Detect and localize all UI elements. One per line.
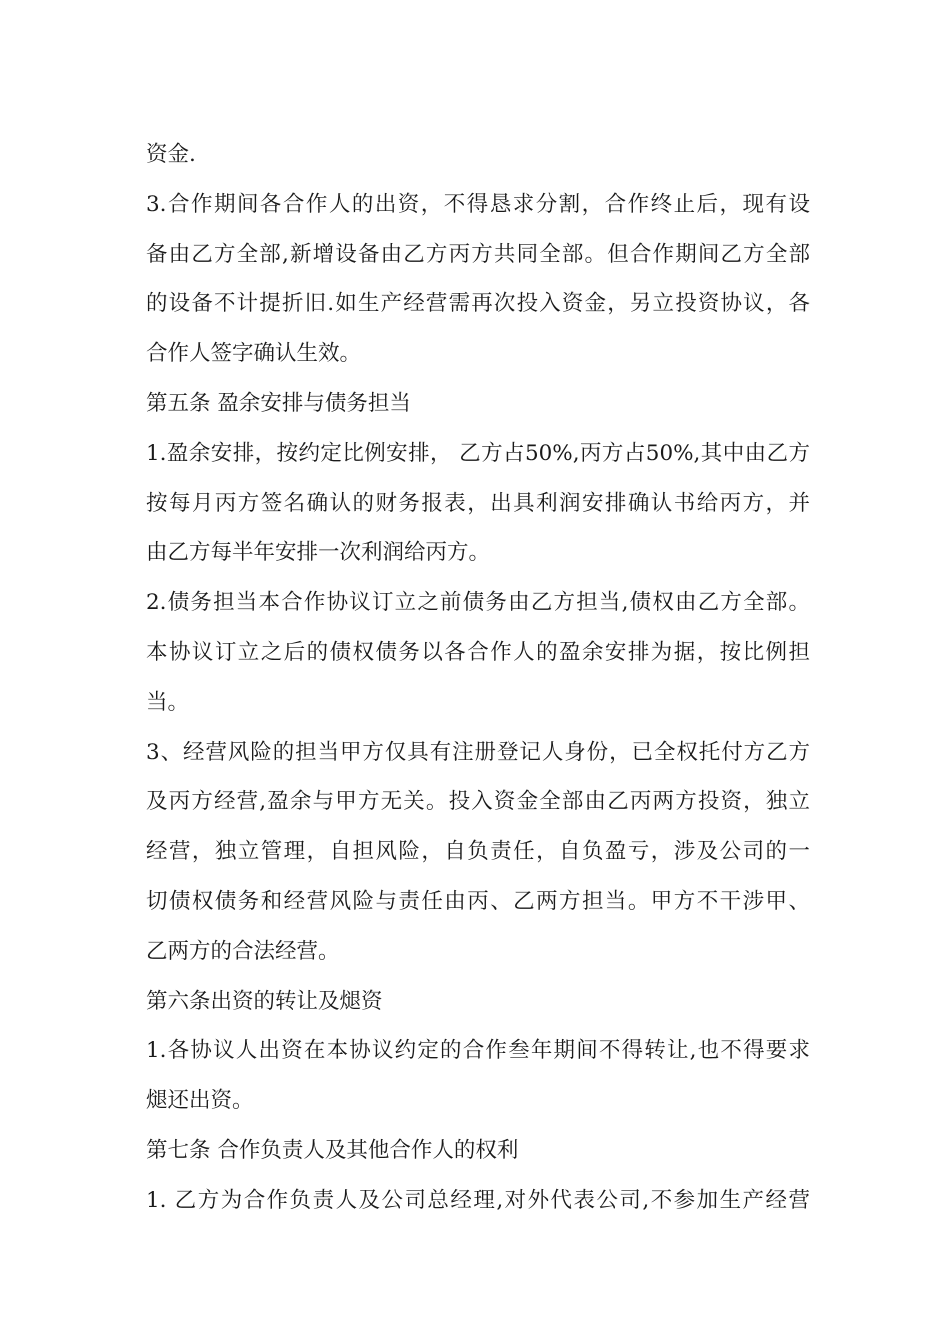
text-line: 经营，独立管理，自担风险，自负责任，自负盈亏，涉及公司的一 — [146, 839, 810, 865]
text-line: 1.各协议人出资在本协议约定的合作叁年期间不得转让,也不得要求 — [146, 1038, 810, 1064]
text-line: 本协议订立之后的债权债务以各合作人的盈余安排为据，按比例担 — [146, 639, 810, 665]
section-heading: 第六条出资的转让及煺资 — [146, 988, 383, 1014]
text-line: 3、经营风险的担当甲方仅具有注册登记人身份，已全权托付方乙方 — [146, 739, 810, 765]
text-line: 煺还出资。 — [146, 1088, 254, 1114]
document-body — [146, 130, 810, 1226]
section-heading: 第七条 合作负责人及其他合作人的权利 — [146, 1137, 519, 1163]
text-line: 按每月丙方签名确认的财务报表，出具利润安排确认书给丙方，并 — [146, 490, 810, 516]
text-line: 当。 — [146, 689, 190, 715]
text-line: 切债权债务和经营风险与责任由丙、乙两方担当。甲方不干涉甲、 — [146, 888, 810, 914]
text-line: 资金. — [146, 142, 196, 167]
text-line: 2.债务担当本合作协议订立之前债务由乙方担当,债权由乙方全部。 — [146, 590, 810, 616]
text-line: 合作人签字确认生效。 — [146, 341, 362, 367]
text-line: 1.盈余安排，按约定比例安排， 乙方占50%,丙方占50%,其中由乙方 — [146, 440, 810, 466]
text-line: 3.合作期间各合作人的出资，不得恳求分割，合作终止后，现有设 — [146, 191, 810, 217]
text-line: 及丙方经营,盈余与甲方无关。投入资金全部由乙丙两方投资，独立 — [146, 789, 810, 815]
section-heading: 第五条 盈余安排与债务担当 — [146, 390, 411, 416]
text-line: 由乙方每半年安排一次利润给丙方。 — [146, 540, 491, 566]
text-line: 乙两方的合法经营。 — [146, 938, 340, 964]
text-line: 的设备不计提折旧.如生产经营需再次投入资金，另立投资协议，各 — [146, 291, 810, 317]
text-line: 备由乙方全部,新增设备由乙方丙方共同全部。但合作期间乙方全部 — [146, 241, 810, 267]
text-line: 1. 乙方为合作负责人及公司总经理,对外代表公司,不参加生产经营 — [146, 1187, 810, 1213]
